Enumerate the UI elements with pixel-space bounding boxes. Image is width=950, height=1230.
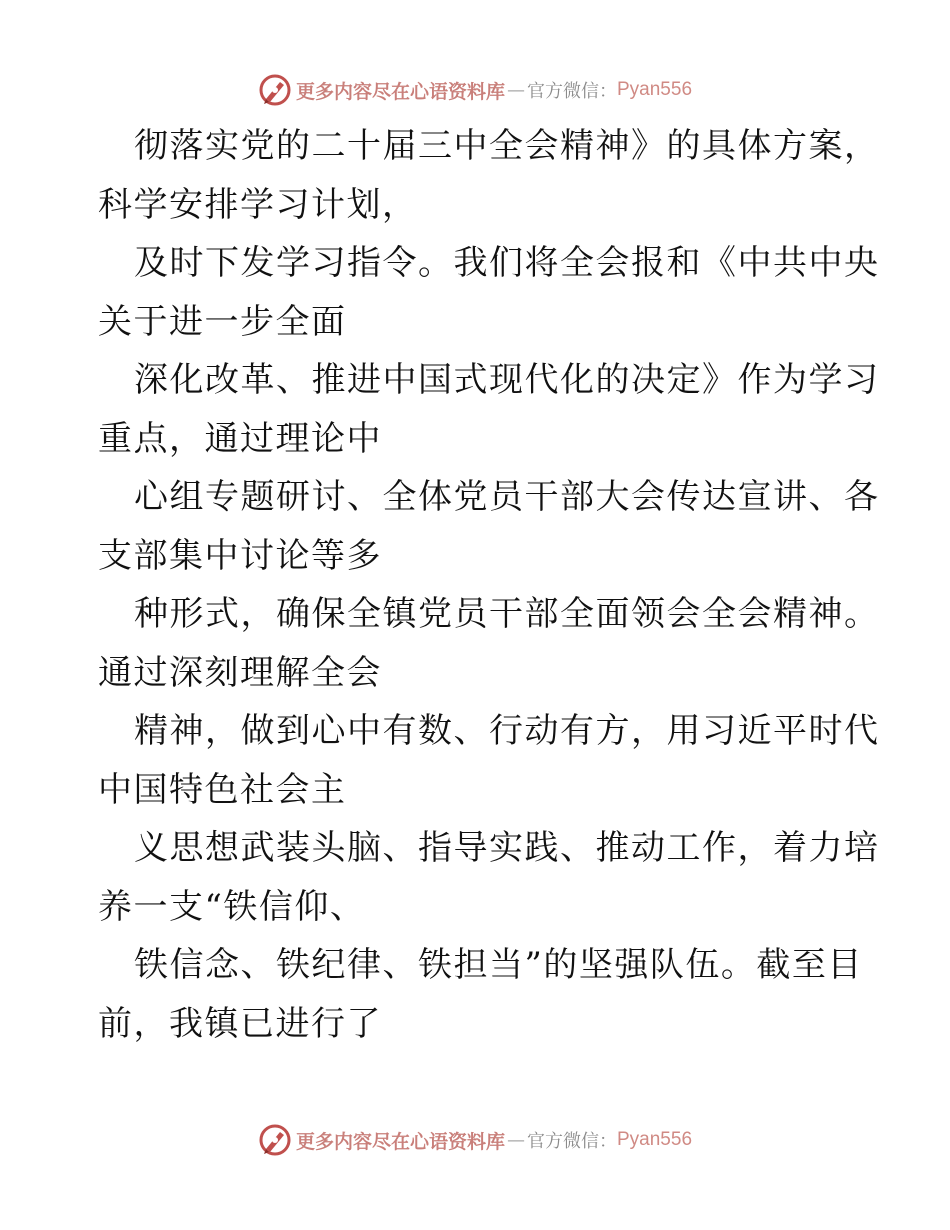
text-line: 关于进一步全面 [98, 301, 347, 342]
footer-watermark [0, 1120, 950, 1160]
pen-logo-icon [258, 1123, 292, 1157]
text-line: 养一支“铁信仰、 [98, 886, 366, 927]
text-line: 精神，做到心中有数、行动有方，用习近平时代 [134, 711, 880, 751]
watermark-wechat-label: 官方微信： [527, 1131, 617, 1152]
watermark-site-name: 更多内容尽在心语资料库 [295, 80, 505, 103]
pen-logo-icon [258, 73, 292, 107]
text-line: 深化改革、推进中国式现代化的决定》作为学习 [134, 360, 880, 400]
header-watermark [0, 70, 950, 110]
watermark-site-name: 更多内容尽在心语资料库 [295, 1130, 505, 1153]
document-body [98, 117, 880, 1053]
text-line: 支部集中讨论等多 [98, 535, 382, 576]
text-line: 种形式，确保全镇党员干部全面领会全会精神。 [134, 594, 880, 634]
text-line: 彻落实党的二十届三中全会精神》的具体方案， [134, 126, 880, 166]
text-line: 前，我镇已进行了 [98, 1003, 382, 1044]
text-line: 及时下发学习指令。我们将全会报和《中共中央 [134, 243, 880, 283]
text-line: 义思想武装头脑、指导实践、推动工作，着力培 [134, 828, 880, 868]
watermark-dash: — [507, 79, 525, 101]
watermark-dash: — [507, 1129, 525, 1151]
watermark-wechat-id: Pyan556 [617, 79, 693, 100]
watermark-wechat-label: 官方微信： [527, 81, 617, 102]
watermark-wechat-id: Pyan556 [617, 1129, 693, 1150]
text-line: 通过深刻理解全会 [98, 652, 382, 693]
text-line: 重点，通过理论中 [98, 418, 382, 459]
text-line: 中国特色社会主 [98, 769, 347, 810]
text-line: 铁信念、铁纪律、铁担当”的坚强队伍。截至目 [134, 945, 863, 985]
text-line: 心组专题研讨、全体党员干部大会传达宣讲、各 [134, 477, 880, 517]
text-line: 科学安排学习计划， [98, 184, 418, 225]
